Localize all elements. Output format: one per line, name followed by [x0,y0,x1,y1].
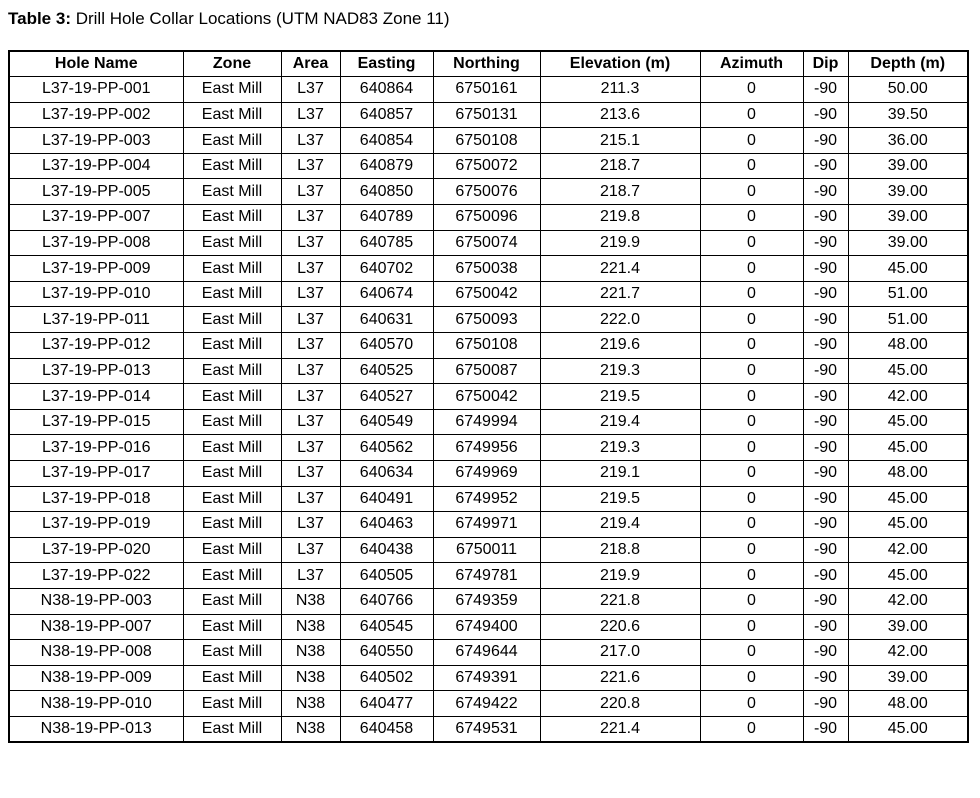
cell-hole-name: N38-19-PP-007 [9,614,183,640]
cell-zone: East Mill [183,307,281,333]
cell-elevation: 217.0 [540,640,700,666]
cell-area: L37 [281,307,340,333]
cell-northing: 6750011 [433,537,540,563]
cell-easting: 640674 [340,281,433,307]
cell-easting: 640505 [340,563,433,589]
table-row [9,333,968,359]
cell-depth: 48.00 [848,691,968,717]
cell-area: N38 [281,640,340,666]
cell-area: L37 [281,230,340,256]
cell-zone: East Mill [183,716,281,742]
cell-zone: East Mill [183,102,281,128]
cell-easting: 640702 [340,256,433,282]
cell-elevation: 221.6 [540,665,700,691]
cell-easting: 640525 [340,358,433,384]
cell-elevation: 218.8 [540,537,700,563]
cell-elevation: 219.4 [540,512,700,538]
cell-hole-name: L37-19-PP-008 [9,230,183,256]
column-header-hole-name: Hole Name [9,51,183,77]
cell-easting: 640854 [340,128,433,154]
cell-easting: 640477 [340,691,433,717]
cell-hole-name: L37-19-PP-019 [9,512,183,538]
table-caption-text: Drill Hole Collar Locations (UTM NAD83 Zone 11) [70,9,450,28]
cell-zone: East Mill [183,333,281,359]
cell-area: N38 [281,588,340,614]
cell-zone: East Mill [183,409,281,435]
cell-easting: 640850 [340,179,433,205]
cell-dip: -90 [803,461,848,487]
cell-northing: 6750042 [433,281,540,307]
cell-dip: -90 [803,588,848,614]
cell-northing: 6750074 [433,230,540,256]
cell-azimuth: 0 [700,588,803,614]
cell-dip: -90 [803,281,848,307]
cell-dip: -90 [803,77,848,103]
cell-elevation: 221.7 [540,281,700,307]
table-row [9,358,968,384]
cell-dip: -90 [803,179,848,205]
cell-elevation: 219.9 [540,563,700,589]
cell-easting: 640438 [340,537,433,563]
cell-hole-name: L37-19-PP-009 [9,256,183,282]
cell-azimuth: 0 [700,179,803,205]
column-header-dip: Dip [803,51,848,77]
cell-azimuth: 0 [700,102,803,128]
cell-zone: East Mill [183,588,281,614]
cell-zone: East Mill [183,77,281,103]
cell-zone: East Mill [183,179,281,205]
cell-area: L37 [281,77,340,103]
table-row [9,435,968,461]
cell-elevation: 221.8 [540,588,700,614]
cell-easting: 640458 [340,716,433,742]
cell-hole-name: N38-19-PP-010 [9,691,183,717]
cell-northing: 6750108 [433,128,540,154]
cell-northing: 6749391 [433,665,540,691]
cell-depth: 39.00 [848,153,968,179]
cell-depth: 45.00 [848,563,968,589]
column-header-easting: Easting [340,51,433,77]
cell-hole-name: L37-19-PP-011 [9,307,183,333]
cell-area: N38 [281,691,340,717]
cell-elevation: 221.4 [540,256,700,282]
cell-area: L37 [281,461,340,487]
cell-northing: 6750038 [433,256,540,282]
cell-northing: 6749956 [433,435,540,461]
cell-hole-name: L37-19-PP-010 [9,281,183,307]
cell-hole-name: L37-19-PP-012 [9,333,183,359]
cell-northing: 6749359 [433,588,540,614]
cell-hole-name: L37-19-PP-016 [9,435,183,461]
cell-azimuth: 0 [700,486,803,512]
table-row [9,461,968,487]
cell-azimuth: 0 [700,77,803,103]
cell-easting: 640631 [340,307,433,333]
table-row [9,256,968,282]
cell-area: L37 [281,512,340,538]
cell-depth: 45.00 [848,486,968,512]
table-row [9,128,968,154]
cell-depth: 45.00 [848,716,968,742]
table-caption [8,9,450,29]
cell-easting: 640545 [340,614,433,640]
cell-hole-name: L37-19-PP-015 [9,409,183,435]
cell-northing: 6749969 [433,461,540,487]
cell-elevation: 219.9 [540,230,700,256]
cell-dip: -90 [803,409,848,435]
table-row [9,665,968,691]
cell-hole-name: N38-19-PP-003 [9,588,183,614]
cell-azimuth: 0 [700,281,803,307]
cell-northing: 6749994 [433,409,540,435]
cell-easting: 640562 [340,435,433,461]
cell-elevation: 219.8 [540,205,700,231]
cell-northing: 6750161 [433,77,540,103]
cell-depth: 42.00 [848,588,968,614]
cell-dip: -90 [803,384,848,410]
cell-dip: -90 [803,333,848,359]
table-row [9,205,968,231]
table-row [9,77,968,103]
cell-depth: 45.00 [848,435,968,461]
cell-depth: 48.00 [848,461,968,487]
cell-elevation: 222.0 [540,307,700,333]
cell-depth: 42.00 [848,640,968,666]
cell-azimuth: 0 [700,461,803,487]
cell-azimuth: 0 [700,333,803,359]
cell-area: L37 [281,179,340,205]
cell-elevation: 215.1 [540,128,700,154]
cell-depth: 42.00 [848,384,968,410]
cell-azimuth: 0 [700,409,803,435]
cell-depth: 45.00 [848,256,968,282]
cell-azimuth: 0 [700,384,803,410]
cell-depth: 39.00 [848,205,968,231]
cell-depth: 36.00 [848,128,968,154]
cell-hole-name: L37-19-PP-001 [9,77,183,103]
cell-northing: 6749531 [433,716,540,742]
cell-elevation: 220.8 [540,691,700,717]
cell-azimuth: 0 [700,716,803,742]
cell-northing: 6750093 [433,307,540,333]
cell-azimuth: 0 [700,205,803,231]
cell-dip: -90 [803,691,848,717]
cell-elevation: 219.1 [540,461,700,487]
cell-elevation: 219.5 [540,486,700,512]
cell-hole-name: L37-19-PP-018 [9,486,183,512]
cell-easting: 640502 [340,665,433,691]
cell-area: L37 [281,563,340,589]
cell-northing: 6750076 [433,179,540,205]
cell-dip: -90 [803,153,848,179]
cell-zone: East Mill [183,486,281,512]
column-header-depth: Depth (m) [848,51,968,77]
cell-easting: 640864 [340,77,433,103]
cell-easting: 640527 [340,384,433,410]
cell-depth: 39.00 [848,665,968,691]
table-row [9,486,968,512]
table-row [9,409,968,435]
cell-northing: 6749971 [433,512,540,538]
cell-zone: East Mill [183,205,281,231]
cell-zone: East Mill [183,665,281,691]
cell-elevation: 221.4 [540,716,700,742]
table-row [9,614,968,640]
cell-azimuth: 0 [700,563,803,589]
cell-dip: -90 [803,665,848,691]
cell-hole-name: L37-19-PP-022 [9,563,183,589]
cell-area: L37 [281,384,340,410]
cell-zone: East Mill [183,512,281,538]
table-header-row [9,51,968,77]
drill-hole-collar-table [8,50,969,743]
cell-zone: East Mill [183,230,281,256]
cell-northing: 6749644 [433,640,540,666]
cell-depth: 50.00 [848,77,968,103]
cell-elevation: 211.3 [540,77,700,103]
cell-azimuth: 0 [700,358,803,384]
cell-northing: 6750096 [433,205,540,231]
cell-dip: -90 [803,307,848,333]
cell-easting: 640463 [340,512,433,538]
cell-depth: 39.00 [848,179,968,205]
column-header-azimuth: Azimuth [700,51,803,77]
cell-azimuth: 0 [700,153,803,179]
cell-dip: -90 [803,256,848,282]
cell-hole-name: L37-19-PP-003 [9,128,183,154]
cell-hole-name: L37-19-PP-004 [9,153,183,179]
cell-northing: 6749781 [433,563,540,589]
cell-elevation: 219.4 [540,409,700,435]
cell-azimuth: 0 [700,640,803,666]
cell-area: L37 [281,409,340,435]
cell-azimuth: 0 [700,537,803,563]
table-row [9,384,968,410]
table-row [9,281,968,307]
cell-hole-name: N38-19-PP-009 [9,665,183,691]
table-row [9,153,968,179]
cell-easting: 640857 [340,102,433,128]
table-row [9,102,968,128]
table-row [9,512,968,538]
cell-area: L37 [281,102,340,128]
cell-zone: East Mill [183,691,281,717]
cell-dip: -90 [803,614,848,640]
cell-northing: 6750042 [433,384,540,410]
cell-area: N38 [281,614,340,640]
cell-azimuth: 0 [700,128,803,154]
cell-easting: 640549 [340,409,433,435]
cell-zone: East Mill [183,614,281,640]
cell-elevation: 218.7 [540,179,700,205]
cell-hole-name: L37-19-PP-020 [9,537,183,563]
cell-area: L37 [281,256,340,282]
cell-zone: East Mill [183,281,281,307]
cell-dip: -90 [803,102,848,128]
cell-zone: East Mill [183,461,281,487]
table-row [9,588,968,614]
cell-easting: 640634 [340,461,433,487]
cell-dip: -90 [803,435,848,461]
cell-dip: -90 [803,537,848,563]
cell-depth: 51.00 [848,281,968,307]
cell-dip: -90 [803,358,848,384]
cell-dip: -90 [803,205,848,231]
cell-easting: 640570 [340,333,433,359]
cell-hole-name: L37-19-PP-007 [9,205,183,231]
cell-dip: -90 [803,128,848,154]
table-row [9,537,968,563]
cell-area: L37 [281,537,340,563]
cell-depth: 42.00 [848,537,968,563]
cell-area: N38 [281,716,340,742]
cell-area: L37 [281,128,340,154]
cell-zone: East Mill [183,640,281,666]
cell-northing: 6749400 [433,614,540,640]
cell-azimuth: 0 [700,691,803,717]
cell-azimuth: 0 [700,614,803,640]
cell-area: L37 [281,333,340,359]
cell-hole-name: L37-19-PP-002 [9,102,183,128]
cell-hole-name: L37-19-PP-005 [9,179,183,205]
cell-dip: -90 [803,640,848,666]
cell-northing: 6750087 [433,358,540,384]
cell-dip: -90 [803,486,848,512]
table-row [9,691,968,717]
cell-area: L37 [281,358,340,384]
table-row [9,563,968,589]
cell-area: L37 [281,153,340,179]
cell-easting: 640766 [340,588,433,614]
cell-elevation: 220.6 [540,614,700,640]
cell-dip: -90 [803,512,848,538]
cell-hole-name: L37-19-PP-014 [9,384,183,410]
cell-azimuth: 0 [700,665,803,691]
cell-depth: 39.00 [848,230,968,256]
cell-depth: 45.00 [848,409,968,435]
cell-northing: 6750131 [433,102,540,128]
cell-area: L37 [281,486,340,512]
cell-zone: East Mill [183,537,281,563]
table-row [9,640,968,666]
cell-depth: 39.50 [848,102,968,128]
cell-dip: -90 [803,716,848,742]
column-header-zone: Zone [183,51,281,77]
cell-depth: 48.00 [848,333,968,359]
cell-azimuth: 0 [700,435,803,461]
cell-easting: 640550 [340,640,433,666]
table-row [9,179,968,205]
cell-azimuth: 0 [700,512,803,538]
cell-hole-name: N38-19-PP-013 [9,716,183,742]
cell-hole-name: L37-19-PP-013 [9,358,183,384]
table-row [9,307,968,333]
cell-zone: East Mill [183,358,281,384]
cell-azimuth: 0 [700,307,803,333]
cell-zone: East Mill [183,128,281,154]
cell-northing: 6750108 [433,333,540,359]
cell-area: L37 [281,205,340,231]
cell-zone: East Mill [183,256,281,282]
table-body [9,77,968,742]
cell-dip: -90 [803,230,848,256]
cell-azimuth: 0 [700,230,803,256]
cell-easting: 640785 [340,230,433,256]
cell-easting: 640879 [340,153,433,179]
cell-zone: East Mill [183,563,281,589]
cell-elevation: 219.6 [540,333,700,359]
cell-northing: 6750072 [433,153,540,179]
column-header-area: Area [281,51,340,77]
cell-hole-name: L37-19-PP-017 [9,461,183,487]
cell-hole-name: N38-19-PP-008 [9,640,183,666]
cell-northing: 6749952 [433,486,540,512]
cell-area: L37 [281,281,340,307]
cell-elevation: 219.3 [540,358,700,384]
cell-elevation: 219.3 [540,435,700,461]
cell-elevation: 213.6 [540,102,700,128]
table-row [9,230,968,256]
cell-zone: East Mill [183,153,281,179]
cell-area: L37 [281,435,340,461]
table-row [9,716,968,742]
cell-zone: East Mill [183,384,281,410]
cell-dip: -90 [803,563,848,589]
cell-easting: 640491 [340,486,433,512]
cell-zone: East Mill [183,435,281,461]
cell-easting: 640789 [340,205,433,231]
table-caption-label: Table 3: [8,9,71,28]
cell-depth: 45.00 [848,358,968,384]
cell-northing: 6749422 [433,691,540,717]
cell-depth: 39.00 [848,614,968,640]
cell-depth: 45.00 [848,512,968,538]
cell-depth: 51.00 [848,307,968,333]
cell-elevation: 219.5 [540,384,700,410]
cell-azimuth: 0 [700,256,803,282]
cell-elevation: 218.7 [540,153,700,179]
column-header-elevation: Elevation (m) [540,51,700,77]
column-header-northing: Northing [433,51,540,77]
cell-area: N38 [281,665,340,691]
